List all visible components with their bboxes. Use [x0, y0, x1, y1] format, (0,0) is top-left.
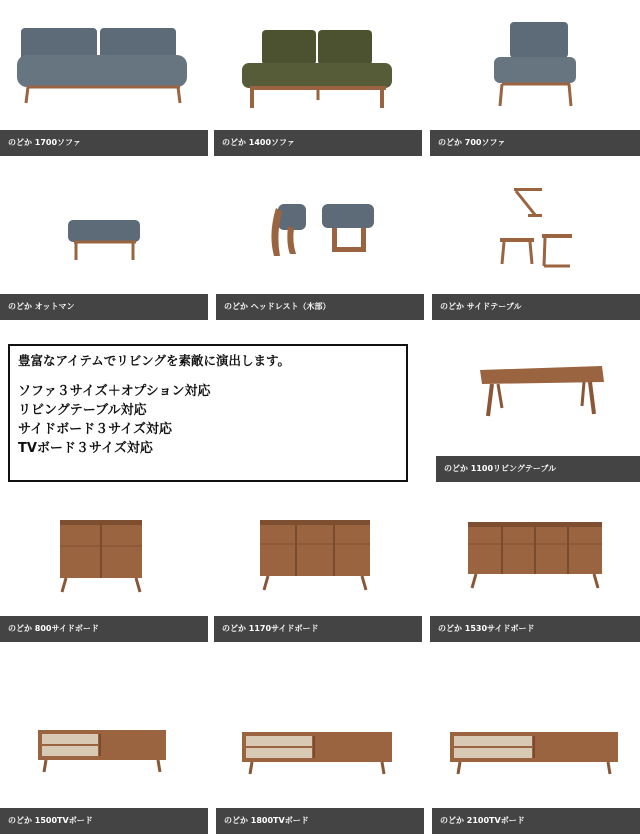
sideboard-800-image [0, 496, 208, 616]
product-card-living-table-1100[interactable] [436, 336, 640, 482]
product-card-tv-board-2100[interactable] [432, 694, 640, 834]
product-caption: のどか 1530サイドボード [430, 616, 640, 642]
headrest-image [216, 168, 424, 294]
promo-box [8, 344, 408, 482]
product-caption: のどか 700ソファ [430, 130, 640, 156]
product-caption: のどか 1700ソファ [0, 130, 208, 156]
product-caption: のどか 1800TVボード [216, 808, 424, 834]
product-caption: のどか サイドテーブル [432, 294, 640, 320]
product-card-sideboard-1170[interactable] [214, 496, 422, 642]
product-caption: のどか ヘッドレスト（木部） [216, 294, 424, 320]
promo-line-tv-board: TVボード３サイズ対応 [18, 441, 153, 456]
product-card-sofa-700[interactable] [430, 0, 640, 156]
tv-board-1800-image [216, 694, 424, 808]
product-card-side-table[interactable] [432, 168, 640, 320]
sofa-2seat-green-image [214, 0, 422, 130]
ottoman-image [0, 168, 208, 294]
product-caption: のどか 1170サイドボード [214, 616, 422, 642]
product-caption: のどか 1400ソファ [214, 130, 422, 156]
sofa-1seat-image [430, 0, 640, 130]
product-card-sideboard-1530[interactable] [430, 496, 640, 642]
promo-headline: 豊富なアイテムでリビングを素敵に演出します。 [18, 353, 291, 368]
promo-line-living-table: リビングテーブル対応 [18, 403, 147, 418]
product-card-sofa-1400[interactable] [214, 0, 422, 156]
product-card-ottoman[interactable] [0, 168, 208, 320]
product-caption: のどか 2100TVボード [432, 808, 640, 834]
side-table-image [432, 168, 640, 294]
sideboard-1170-image [214, 496, 422, 616]
sofa-2seat-gray-image [0, 0, 208, 130]
product-card-headrest[interactable] [216, 168, 424, 320]
promo-line-sofa: ソファ３サイズ＋オプション対応 [18, 384, 211, 399]
living-table-image [436, 336, 640, 456]
tv-board-1500-image [0, 694, 208, 808]
product-caption: のどか オットマン [0, 294, 208, 320]
sideboard-1530-image [430, 496, 640, 616]
product-caption: のどか 800サイドボード [0, 616, 208, 642]
product-card-tv-board-1800[interactable] [216, 694, 424, 834]
product-card-sofa-1700[interactable] [0, 0, 208, 156]
product-caption: のどか 1500TVボード [0, 808, 208, 834]
product-caption: のどか 1100リビングテーブル [436, 456, 640, 482]
tv-board-2100-image [432, 694, 640, 808]
product-card-sideboard-800[interactable] [0, 496, 208, 642]
product-card-tv-board-1500[interactable] [0, 694, 208, 834]
promo-line-sideboard: サイドボード３サイズ対応 [18, 422, 173, 437]
